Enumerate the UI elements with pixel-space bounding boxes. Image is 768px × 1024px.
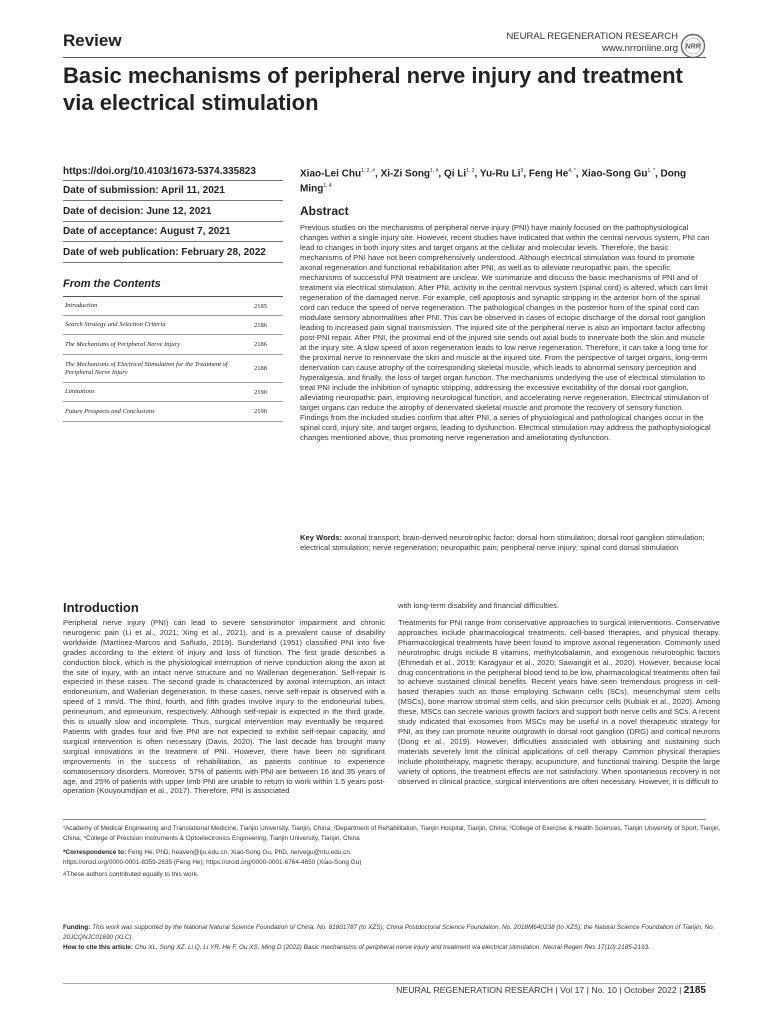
toc-label: The Mechanisms of Peripheral Nerve Injury [65, 340, 180, 348]
logo-text: NRR [685, 43, 701, 51]
author-name[interactable]: Dong Ming [300, 168, 687, 195]
citation-note [63, 943, 723, 953]
toc-label: Future Prospects and Conclusions [65, 407, 155, 415]
web-publication-date: Date of web publication: February 28, 2022 [63, 247, 266, 258]
keywords [300, 533, 713, 553]
affiliations: ¹Academy of Medical Engineering and Translational Medicine, Tianjin University, Tianjin, China; ²Department of Rehabilitation, Tianjin Hospital, Tianjin, China; ³College of Exercise & Health Sciences, Tianjin University of Sport, Tianjin, China; ⁴College of Precision Instruments & Optoelectronics Engineering, Tianjin University, Tianjin, China [63, 825, 721, 842]
author-name[interactable]: Xi-Zi Song [380, 168, 431, 180]
footer-divider [63, 983, 706, 984]
correspondence-text: Feng He, PhD, heaven@tju.edu.cn; Xiao-Song Gu, PhD, nervegu@ntu.edu.cn. [128, 849, 352, 856]
acceptance-date: Date of acceptance: August 7, 2021 [63, 226, 231, 237]
toc-label: Limitations [65, 388, 95, 395]
page-number: 2185 [683, 985, 706, 996]
author-affiliation: 1, 2, # [361, 168, 376, 174]
author-name[interactable]: Feng He [528, 168, 569, 180]
author-name[interactable]: Qi Li [443, 168, 467, 180]
header-rule [63, 57, 706, 58]
meta-divider [63, 200, 283, 201]
meta-divider [63, 221, 283, 222]
citation-text: Chu XL, Song XZ, Li Q, Li YR, He F, Gu XS, Ming D (2022) Basic mechanisms of peripheral nerve injury and treatment via electrical stimulation. Neural Regen Res 17(10):2185-2193. [134, 944, 650, 951]
toc-label: The Mechanisms of Electrical Stimulation for the Treatment of Peripheral Nerve Injury [65, 360, 228, 376]
author-affiliation: 3 [520, 168, 524, 174]
toc-page: 2186 [254, 321, 267, 329]
author-affiliation: 4, * [568, 168, 576, 174]
author-name[interactable]: Yu-Ru Li [479, 168, 521, 180]
toc-row[interactable] [63, 335, 283, 355]
equal-contribution-note: #These authors contributed equally to this work. [63, 871, 199, 878]
page-footer [396, 985, 706, 996]
meta-divider [63, 262, 283, 263]
contents-table [63, 296, 283, 422]
decision-date: Date of decision: June 12, 2021 [63, 206, 212, 217]
toc-row[interactable] [63, 402, 283, 422]
abstract-text: Previous studies on the mechanisms of peripheral nerve injury (PNI) have mainly focused on the pathophysiological changes within a single injury site. However, recent studies have indicated that within the central nervous system, PNI can lead to changes in both injury sites and target organs at the cellular and molecular levels. Therefore, the basic mechanisms of PNI have not been comprehensively understood. Although electrical stimulation was found to promote axonal regeneration and functional rehabilitation after PNI, as well as to alleviate neuropathic pain, the specific mechanisms of successful PNI treatment are unclear. We summarize and discuss the basic mechanisms of PNI and of treatment via electrical stimulation. After PNI, activity in the central nervous system (spinal cord) is altered, which can limit regeneration of the damaged nerve. For example, cell apoptosis and synaptic stripping in the anterior horn of the spinal cord can reduce the speed of nerve regeneration. The pathological changes in the posterior horn of the spinal cord can modulate sensory abnormalities after PNI. This can be observed in cases of ectopic discharge of the dorsal root ganglion leading to increased pain signal transmission. The injured site of the peripheral nerve is also an important factor affecting post-PNI repair. After PNI, the proximal end of the injured site sends out axial buds to innervate both the skin and muscle at the injury site. A slow speed of axon regeneration leads to low nerve regeneration. Therefore, it can take a long time for the proximal nerve to reinnervate the skin and muscle at the injured site. From the perspective of target organs, long-term denervation can cause atrophy of the corresponding skeletal muscle, which leads to abnormal sensory perception and hyperalgesia, and finally, the loss of target organ function. The mechanisms underlying the use of electrical stimulation to treat PNI include the inhibition of synaptic stripping, addressing the excessive excitability of the dorsal root ganglion, alleviating neuropathic pain, improving neurological function, and accelerating nerve regeneration. Electrical stimulation of target organs can reduce the atrophy of denervated skeletal muscle and promote the recovery of sensory function. Findings from the included studies confirm that after PNI, a series of physiological and pathological changes occur in the spinal cord, injury site, and target organs, leading to dysfunction. Electrical stimulation may address the pathophysiological changes mentioned above, thus promoting nerve regeneration and ameliorating dysfunction. [300, 223, 711, 442]
author-name[interactable]: Xiao-Lei Chu [300, 168, 362, 180]
author-name[interactable]: Xiao-Song Gu [581, 168, 648, 180]
submission-date: Date of submission: April 11, 2021 [63, 185, 225, 196]
toc-row[interactable] [63, 316, 283, 335]
author-affiliation: 1, 2 [466, 168, 475, 174]
author-affiliation: 1, 4 [323, 183, 332, 190]
article-title: Basic mechanisms of peripheral nerve injury and treatment via electrical stimulation [63, 63, 683, 115]
contents-heading: From the Contents [63, 278, 161, 290]
toc-page: 2190 [254, 408, 267, 415]
section-label: Review [63, 31, 122, 50]
keywords-label: Key Words: [300, 533, 343, 542]
citation-label: How to cite this article: [63, 944, 133, 951]
meta-divider [63, 241, 283, 242]
keywords-text: axonal transport; brain-derived neurotrophic factor; dorsal horn stimulation; dorsal root ganglion stimulation; electrical stimulation; nerve regeneration; neuropathic pain; peripheral nerve injury; spinal cord dorsal stimulation [300, 533, 705, 552]
footer-journal-info: NEURAL REGENERATION RESEARCH | Vol 17 | No. 10 | October 2022 | [396, 985, 682, 995]
toc-row[interactable] [63, 355, 283, 383]
toc-label: Introduction [65, 302, 98, 309]
meta-divider [63, 180, 283, 181]
author-affiliation: 1, * [647, 168, 655, 174]
introduction-left-column: Peripheral nerve injury (PNI) can lead to severe sensorimotor impairment and chronic neurogenic pain (Li et al., 2021; Xing et al., 2021), and is a prevalent cause of disability worldwide (Martínez-Marcos and Sañudo, 2019). Sunderland (1951) classified PNI into five grades according to the extent of injury and loss of function. The first grade describes a conduction block, which is the physiological interruption of nerve conduction along the axon at the site of injury, with an intact nerve structure and no Wallerian degeneration. Self-repair is expected in these cases. The second grade is characterized by axonal interruption, an intact endoneurium, and Wallerian degeneration. In these cases, nerve self-repair is observed with a speed of 1 mm/d. The third, fourth, and fifth grades involve injury to the endoneurial tubes, perineurium, and epineurium, respectively. Although self-repair is expected in the third grade, this is usually slow and incomplete. Thus, surgical intervention may eventually be required. Patients with grades four and five PNI are not expected to exhibit self-repair capacity, and surgical intervention is often necessary (Davis, 2020). The last decade has brought many surgical innovations in the treatment of PNI. However, there have been no significant improvements in the success of rehabilitation, as patients continue to experience somatosensory disorders. Moreover, 57% of patients with PNI are between 16 and 35 years of age, and 25% of patients with upper limb PNI are unable to return to work within 1.5 years post-operation (Kouyoumdjian et al., 2017). Therefore, PNI is associated [63, 618, 385, 796]
author-list: Xiao-Lei Chu$^{1, 2, \#}$, Xi-Zi Song$^{1, \#}$, Qi Li$^{1, 2}$, Yu-Ru Li$^3$, Feng $He^{4, *}$, Xiao-Song $Gu^{1, *}$, Dong Ming$^{1, 4}$ [300, 168, 687, 195]
toc-row[interactable] [63, 383, 283, 402]
doi-link[interactable]: https://doi.org/10.4103/1673-5374.335823 [63, 166, 256, 177]
journal-name: NEURAL REGENERATION RESEARCH [506, 31, 678, 42]
journal-url[interactable]: www.nrronline.org [601, 43, 678, 54]
funding-label: Funding: [63, 924, 91, 931]
introduction-heading: Introduction [63, 600, 139, 615]
introduction-right-column: Treatments for PNI range from conservative approaches to surgical interventions. Conservative approaches include pharmacological treatments, cell-based therapies, and physical therapy. Pharmacological treatments have been found to improve axonal regeneration. Commonly used neurotrophic drugs include B vitamins, methylcobalamin, and exogenous neurotrophic factors (Ehmedah et al., 2019; Karagyaur et al., 2020; Sawangjit et al., 2020). However, because local drug concentrations in the peripheral blood tend to be low, pharmacological treatments often fail to achieve sustained clinical benefits. Recent years have seen tremendous progress in cell-based therapies such as those employing Schwann cells (SCs), mesenchymal stem cells (MSCs), bone marrow stromal stem cells, and skin precursor cells (Kubiak et al., 2020). Among these, MSCs can secrete various growth factors and support both nerve cells and SCs. A recent study indicated that exosomes from MSCs may be useful in a novel therapeutic strategy for PNI, as they can promote neurite outgrowth in dorsal root ganglion (DRG) and cortical neurons (Dong et al., 2019). However, difficulties associated with obtaining and sustaining such materials severely limit the clinical applications of cell therapy. Common physical therapies include phototherapy, magnetic therapy, acupuncture, and functional training. Despite the large variety of options, the treatment effects are not satisfactory. When spontaneous recovery is not observed in clinical practice, surgical interventions are often necessary. However, it is difficult to [398, 618, 720, 786]
correspondence [63, 848, 723, 858]
orcid-links[interactable]: https://orcid.org/0000-0001-8359-2635 (Feng He); https://orcid.org/0000-0001-6764-4650 (Xiao-Song Gu) [63, 859, 362, 866]
author-affiliation: 1, # [430, 168, 439, 174]
abstract-heading: Abstract [300, 204, 349, 218]
funding-text: This work was supported by the National Natural Science Foundation of China, No. 81801787 (to XZS); China Postdoctoral Science Foundation, No. 2018M640238 (to XZS); the Natural Science Foundation of Tianjin, No. 20JCQNJC01690 (XLC). [63, 924, 715, 941]
funding-note [63, 923, 723, 943]
introduction-right-continuation: with long-term disability and financial difficulties. [398, 601, 560, 610]
journal-logo-icon [680, 33, 706, 59]
toc-page: 2185 [254, 302, 267, 310]
correspondence-label: *Correspondence to: [63, 849, 127, 856]
toc-label: Search Strategy and Selection Criteria [65, 321, 166, 328]
toc-page: 2186 [254, 341, 267, 348]
toc-page: 2190 [254, 388, 267, 396]
toc-page: 2188 [254, 365, 267, 372]
journal-header [506, 31, 678, 55]
toc-row[interactable] [63, 296, 283, 316]
footnote-divider [63, 819, 706, 820]
